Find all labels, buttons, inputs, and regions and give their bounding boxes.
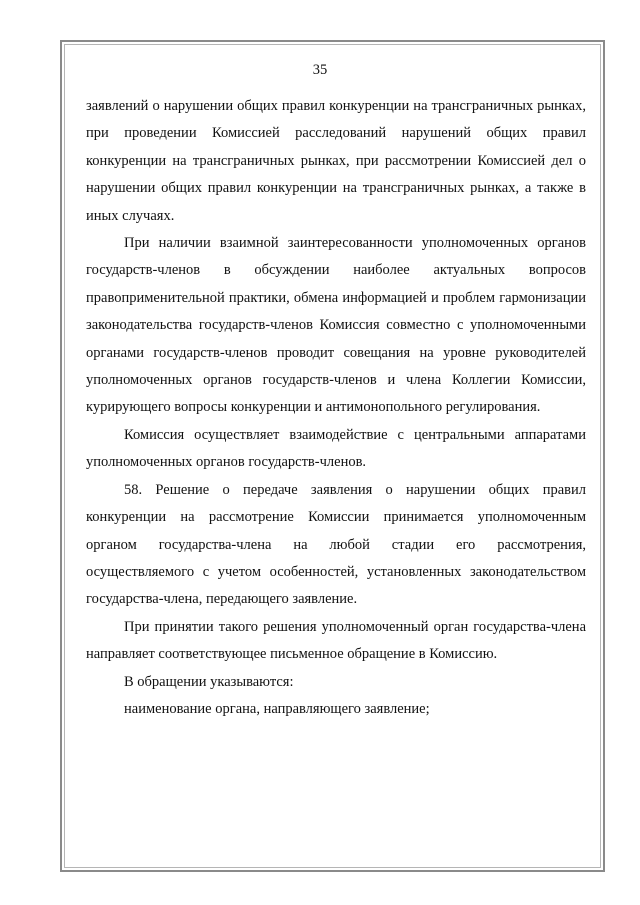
document-body — [86, 93, 586, 723]
paragraph-request-items: В обращении указываются: — [124, 673, 294, 690]
paragraph-continuation: заявлений о нарушении общих правил конкуренции на трансграничных рынках, при проведении Комиссией расследований нарушений общих правил конкуренции на трансграничных рынках, при рассмотрении Комиссией дел о нарушении общих правил конкуренции на трансграничных рынках, а также в иных случаях. — [86, 98, 586, 224]
page-number: 35 — [312, 62, 328, 78]
paragraph-interaction: Комиссия осуществляет взаимодействие с центральными аппаратами уполномоченных органов государств-членов. — [86, 426, 586, 471]
paragraph-decision: При принятии такого решения уполномоченный орган государства-члена направляет соответствующее письменное обращение в Комиссию. — [86, 618, 586, 663]
paragraph-item-name: наименование органа, направляющего заявление; — [124, 700, 430, 717]
paragraph-58: 58. Решение о передаче заявления о нарушении общих правил конкуренции на рассмотрение Комиссии принимается уполномоченным органом государства-члена на любой стадии его рассмотрения, осуществляемого с учетом особенностей, установленных законодательством государства-члена, передающего заявление. — [86, 481, 586, 608]
paragraph-meetings: При наличии взаимной заинтересованности уполномоченных органов государств-членов в обсуждении наиболее актуальных вопросов правоприменительной практики, обмена информацией и проблем гармонизации законодательства государств-членов Комиссия совместно с уполномоченными органами государств-членов проводит совещания на уровне руководителей уполномоченных органов государств-членов и члена Коллегии Комиссии, курирующего вопросы конкуренции и антимонопольного регулирования. — [86, 235, 586, 416]
